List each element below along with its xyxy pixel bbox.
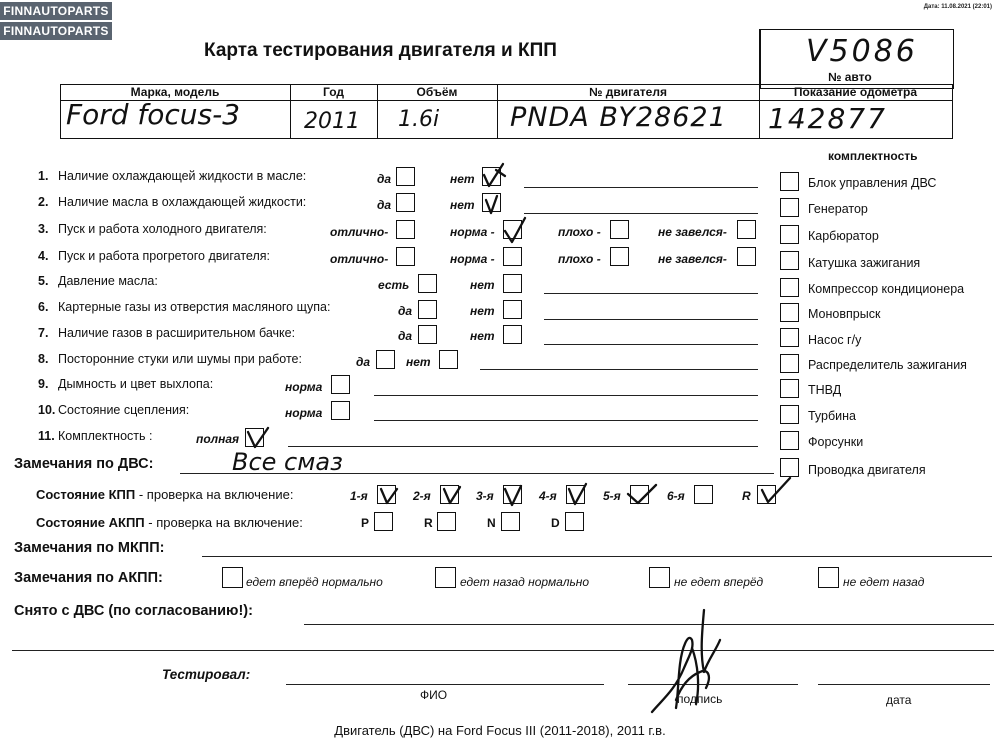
page-caption: Двигатель (ДВС) на Ford Focus III (2011-2018), 2011 г.в. [334,723,666,738]
opt-da: да [398,329,413,343]
opt-ne-zavelsya: не завелся- [658,225,727,239]
watermark-date: Дата: 11.08.2021 (22:01) [923,4,992,10]
signature-label: подпись [677,692,723,706]
question-2: 2. Наличие масла в охлаждающей жидкости: [38,195,307,209]
question-1: 1. Наличие охлаждающей жидкости в масле: [38,169,307,183]
gear-2-label: 2-я [413,489,431,503]
check-gear-1 [381,489,397,503]
akpp-forward-ok-label: едет вперёд нормально [246,575,383,589]
question-6: 6. Картерные газы из отверстия масляного щупа: [38,300,331,314]
auto-p-label: P [361,516,370,530]
opt-da: да [356,355,371,369]
comp-item-injectors: Форсунки [808,435,864,449]
completeness-title: комплектность [828,149,918,163]
question-5: 5. Давление масла: [38,274,158,288]
opt-norma: норма [285,380,323,394]
brand-watermark: FINNAUTOPARTS [0,2,112,20]
opt-net: нет [470,329,495,343]
auto-d-label: D [551,516,560,530]
value-volume: 1.6i [398,107,440,132]
fio-label: ФИО [420,688,448,702]
date-label: дата [886,693,912,707]
opt-otlichno: отлично- [330,252,389,266]
check-gear-5 [628,485,656,503]
comp-item-carburetor: Карбюратор [808,229,879,243]
comp-item-tnvd: ТНВД [808,383,842,397]
opt-otlichno: отлично- [330,225,389,239]
check-gear-3 [505,486,521,505]
comp-item-ignition-coil: Катушка зажигания [808,256,921,270]
value-make-model: Ford focus-3 [66,98,241,131]
opt-net: нет [470,304,495,318]
question-4: 4. Пуск и работа прогретого двигателя: [38,249,270,263]
akpp-forward-fail-label: не едет вперёд [674,575,764,589]
check-q3-norma [505,218,525,242]
gear-3-label: 3-я [476,489,494,503]
remarks-mkpp-label: Замечания по МКПП: [14,540,165,556]
comp-item-generator: Генератор [808,202,868,216]
question-3: 3. Пуск и работа холодного двигателя: [38,222,267,236]
opt-da: да [377,172,392,186]
comp-item-turbine: Турбина [808,409,856,423]
comp-item-distributor: Распределитель зажигания [808,358,967,372]
removed-label: Снято с ДВС (по согласованию!): [14,603,253,619]
opt-plokho: плохо - [558,225,601,239]
header-volume: Объём [377,84,497,101]
page-title: Карта тестирования двигателя и КПП [204,40,557,61]
opt-norma: норма - [450,252,495,266]
opt-norma: норма - [450,225,495,239]
check-q11-polnaya [248,428,268,447]
auto-n-label: N [487,516,496,530]
kpp-manual-label: Состояние КПП - проверка на включение: [36,487,294,502]
kpp-auto-label: Состояние АКПП - проверка на включение: [36,515,303,530]
comp-item-ecu: Блок управления ДВС [808,176,937,190]
opt-net: нет [470,278,495,292]
auto-r-label: R [424,516,433,530]
opt-plokho: плохо - [558,252,601,266]
opt-norma: норма [285,406,323,420]
gear-1-label: 1-я [350,489,368,503]
question-7: 7. Наличие газов в расширительном бачке: [38,326,296,340]
opt-net: нет [406,355,431,369]
check-gear-2 [444,487,460,503]
value-odometer: 142877 [768,102,887,135]
opt-ne-zavelsya: не завелся- [658,252,727,266]
opt-polnaya: полная [196,432,240,446]
opt-da: да [398,304,413,318]
tested-label: Тестировал: [162,667,251,682]
remarks-dvs-label: Замечания по ДВС: [14,456,154,472]
gear-5-label: 5-я [603,489,621,503]
header-engine-no: № двигателя [497,84,759,101]
header-odometer: Показание одометра [759,84,952,101]
comp-item-ps-pump: Насос г/у [808,333,862,347]
check-q1-net [484,164,505,186]
header-year: Год [290,84,377,101]
remarks-dvs-value: Все смаз [232,448,343,476]
check-q2-net [486,196,497,213]
header-make-model: Марка, модель [60,84,290,101]
gear-r-label: R [742,489,751,503]
comp-item-wiring: Проводка двигателя [808,463,926,477]
akpp-backward-ok-label: едет назад нормально [460,575,590,589]
opt-da: да [377,198,392,212]
avto-number-value: V5086 [806,34,918,69]
comp-item-ac-compressor: Компрессор кондиционера [808,282,965,296]
value-year: 2011 [304,109,360,134]
opt-net: нет [450,172,475,186]
signature-scribble [652,610,723,712]
akpp-backward-fail-label: не едет назад [843,575,925,589]
question-9: 9. Дымность и цвет выхлопа: [38,377,214,391]
gear-6-label: 6-я [667,489,685,503]
opt-net: нет [450,198,475,212]
check-gear-4 [569,484,586,504]
gear-4-label: 4-я [539,489,557,503]
question-10: 10. Состояние сцепления: [38,403,190,417]
avto-number-label: № авто [828,70,872,84]
comp-item-monoinjection: Моновпрыск [808,307,881,321]
opt-est: есть [378,278,410,292]
value-engine-no: PNDA BY28621 [510,102,727,133]
question-8: 8. Посторонние стуки или шумы при работе: [38,352,302,366]
check-gear-r [762,478,790,502]
brand-watermark-2: FINNAUTOPARTS [0,22,112,40]
question-11: 11. Комплектность : [38,429,153,443]
remarks-akpp-label: Замечания по АКПП: [14,570,163,586]
